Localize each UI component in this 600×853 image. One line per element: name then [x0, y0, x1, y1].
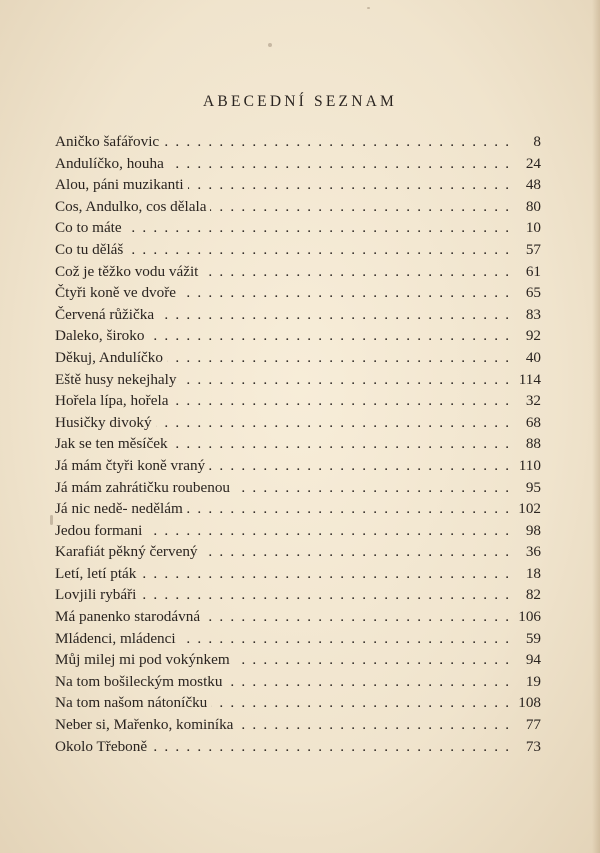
dot-leader — [234, 477, 509, 499]
paper-speck — [268, 43, 272, 47]
list-item — [55, 304, 541, 326]
entry-title: Letí, letí pták — [55, 564, 137, 582]
dot-leader — [209, 455, 509, 477]
entry-title: Cos, Andulko, cos dělala — [55, 197, 207, 215]
page-edge-shadow — [592, 0, 600, 853]
page-number: 57 — [525, 240, 541, 258]
list-item — [55, 239, 541, 261]
entry-title: Děkuj, Andulíčko — [55, 348, 163, 366]
paper-speck — [367, 7, 370, 9]
list-item — [55, 153, 541, 175]
list-item — [55, 649, 541, 671]
entry-title: Na tom našom nátoníčku — [55, 694, 208, 712]
page-number: 48 — [525, 176, 541, 194]
entry-title: Karafiát pěkný červený — [55, 543, 198, 561]
list-item — [55, 477, 541, 499]
page-number: 24 — [525, 154, 541, 172]
list-item — [55, 628, 541, 650]
list-item — [55, 131, 541, 153]
dot-leader — [226, 671, 509, 693]
dot-leader — [167, 347, 509, 369]
entry-title: Okolo Třeboně — [55, 737, 148, 755]
list-item — [55, 714, 541, 736]
list-item — [55, 196, 541, 218]
dot-leader — [187, 498, 509, 520]
dot-leader — [234, 649, 509, 671]
page-number: 80 — [525, 197, 541, 215]
list-item — [55, 606, 541, 628]
list-item — [55, 455, 541, 477]
page-number: 92 — [525, 327, 541, 345]
page-number: 94 — [525, 651, 541, 669]
dot-leader — [210, 196, 509, 218]
dot-leader — [180, 369, 509, 391]
list-item — [55, 498, 541, 520]
list-item — [55, 369, 541, 391]
dot-leader — [168, 153, 509, 175]
page-number: 98 — [525, 521, 541, 539]
dot-leader — [204, 606, 509, 628]
dot-leader — [180, 282, 509, 304]
entry-title: Husičky divoký — [55, 413, 152, 431]
list-item — [55, 541, 541, 563]
entry-title: Neber si, Mařenko, kominíka — [55, 716, 234, 734]
dot-leader — [151, 736, 509, 758]
dot-leader — [158, 304, 509, 326]
dot-leader — [156, 412, 509, 434]
list-item — [55, 325, 541, 347]
page-number: 83 — [525, 305, 541, 323]
entry-title: Hořela lípa, hořela — [55, 392, 169, 410]
page-number: 108 — [518, 694, 541, 712]
list-item — [55, 390, 541, 412]
entry-title: Mládenci, mládenci — [55, 629, 176, 647]
entry-title: Já mám zahrátičku roubenou — [55, 478, 231, 496]
page-number: 73 — [525, 737, 541, 755]
dot-leader — [172, 390, 509, 412]
entry-title: Co to máte — [55, 219, 122, 237]
list-item — [55, 692, 541, 714]
entry-title: Andulíčko, houha — [55, 154, 164, 172]
list-item — [55, 217, 541, 239]
dot-leader — [172, 433, 509, 455]
page-number: 61 — [525, 262, 541, 280]
entry-title: Na tom bošileckým mostku — [55, 672, 223, 690]
entry-title: Alou, páni muzikanti — [55, 176, 184, 194]
page-number: 88 — [525, 435, 541, 453]
list-item — [55, 261, 541, 283]
list-item — [55, 736, 541, 758]
page-number: 106 — [518, 608, 541, 626]
list-item — [55, 563, 541, 585]
entry-title: Aničko šafářovic — [55, 133, 160, 150]
dot-leader — [202, 261, 509, 283]
entry-title: Já nic nedě- nedělám — [55, 500, 183, 518]
list-item — [55, 347, 541, 369]
entry-title: Eště husy nekejhaly — [55, 370, 177, 388]
dot-leader — [188, 174, 509, 196]
page-number: 65 — [525, 284, 541, 302]
dot-leader — [180, 628, 509, 650]
list-item — [55, 584, 541, 606]
page-number: 102 — [518, 500, 541, 518]
entry-title: Jak se ten měsíček — [55, 435, 168, 453]
entry-title: Daleko, široko — [55, 327, 145, 345]
dot-leader — [211, 692, 509, 714]
page-title: ABECEDNÍ SEZNAM — [203, 93, 397, 110]
list-item — [55, 433, 541, 455]
entry-title: Má panenko starodávná — [55, 608, 201, 626]
list-item — [55, 412, 541, 434]
page-number: 10 — [525, 219, 541, 237]
entry-title: Čtyři koně ve dvoře — [55, 284, 177, 302]
paper-speck — [50, 515, 53, 525]
alphabetical-index — [55, 131, 541, 757]
dot-leader — [237, 714, 509, 736]
dot-leader — [146, 520, 509, 542]
entry-title: Jedou formani — [55, 521, 143, 539]
entry-title: Lovjili rybáři — [55, 586, 137, 604]
page-number: 82 — [525, 586, 541, 604]
entry-title: Červená růžička — [55, 305, 155, 323]
page-number: 95 — [525, 478, 541, 496]
list-item — [55, 282, 541, 304]
entry-title: Což je těžko vodu vážit — [55, 262, 199, 280]
page-number: 32 — [525, 392, 541, 410]
page-number: 59 — [525, 629, 541, 647]
dot-leader — [148, 325, 509, 347]
dot-leader — [202, 541, 509, 563]
page-number: 8 — [533, 133, 541, 150]
page-number: 40 — [525, 348, 541, 366]
page-number: 68 — [525, 413, 541, 431]
page-number: 114 — [518, 370, 541, 388]
entry-title: Já mám čtyři koně vraný — [55, 456, 206, 474]
entry-title: Co tu děláš — [55, 240, 124, 258]
list-item — [55, 520, 541, 542]
page-number: 18 — [525, 564, 541, 582]
page-number: 77 — [525, 716, 541, 734]
entry-title: Můj milej mi pod vokýnkem — [55, 651, 230, 669]
dot-leader — [126, 217, 509, 239]
page-number: 110 — [518, 456, 541, 474]
dot-leader — [163, 131, 509, 153]
page-number: 36 — [525, 543, 541, 561]
list-item — [55, 671, 541, 693]
list-item — [55, 174, 541, 196]
dot-leader — [140, 563, 509, 585]
page-number: 19 — [525, 672, 541, 690]
dot-leader — [140, 584, 509, 606]
dot-leader — [127, 239, 509, 261]
